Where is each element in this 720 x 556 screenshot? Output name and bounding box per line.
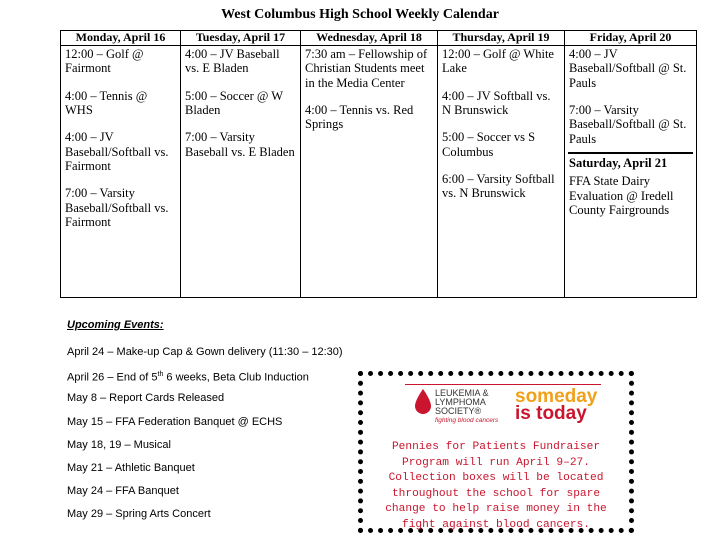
divider — [405, 384, 601, 385]
calendar-event: 4:00 – Tennis @ WHS — [65, 88, 148, 117]
calendar-event: 5:00 – Soccer vs S Columbus — [442, 130, 536, 159]
calendar-event: 4:00 – JV Baseball/Softball vs. Fairmont — [65, 130, 169, 174]
list-item: May 15 – FFA Federation Banquet @ ECHS — [67, 415, 283, 428]
day-cell-monday — [61, 45, 181, 297]
list-item: May 21 – Athletic Banquet — [67, 461, 195, 474]
calendar-event: 7:00 – Varsity Baseball vs. E Bladen — [185, 130, 295, 159]
day-cell-wednesday — [301, 45, 438, 297]
calendar-event: 12:00 – Golf @ Fairmont — [65, 46, 144, 76]
day-header-wednesday: Wednesday, April 18 — [301, 31, 438, 46]
someday-text: someday — [515, 386, 598, 407]
calendar-event: 4:00 – JV Baseball/Softball @ St. Pauls — [569, 46, 687, 90]
event-text: 6 weeks, Beta Club Induction — [163, 371, 309, 384]
day-cell-tuesday — [181, 45, 301, 297]
someday-is-today-logo — [515, 388, 597, 422]
calendar-event: 5:00 – Soccer @ W Bladen — [185, 88, 283, 117]
event-text: April 26 – End of 5 — [67, 371, 158, 384]
list-item — [67, 368, 343, 391]
calendar-event: 7:00 – Varsity Baseball/Softball vs. Fairmont — [65, 186, 169, 230]
weekly-calendar-table — [60, 30, 697, 298]
day-cell-friday — [565, 45, 697, 297]
fundraiser-message: Pennies for Patients Fundraiser Program will run April 9–27. Collection boxes will be located throughout the school for spare change to help raise money in the fight against blood cancers. — [385, 441, 607, 531]
logo-line: LEUKEMIA & — [435, 388, 489, 398]
ordinal-suffix: th — [157, 371, 164, 379]
list-item: May 8 – Report Cards Released — [67, 392, 225, 405]
upcoming-events-heading: Upcoming Events: — [67, 319, 164, 331]
calendar-event: 4:00 – JV Baseball vs. E Bladen — [185, 46, 280, 76]
calendar-event: FFA State Dairy Evaluation @ Iredell County Fairgrounds — [569, 174, 674, 218]
saturday-header: Saturday, April 21 — [568, 152, 693, 170]
calendar-event: 7:30 am – Fellowship of Christian Students meet in the Media Center — [305, 46, 428, 90]
calendar-event: 6:00 – Varsity Softball vs. N Brunswick — [442, 172, 555, 201]
lls-wordmark — [435, 389, 498, 425]
calendar-event: 7:00 – Varsity Baseball/Softball @ St. Pauls — [569, 102, 687, 146]
blood-drop-icon — [413, 388, 433, 416]
day-header-friday: Friday, April 20 — [565, 31, 697, 46]
day-header-tuesday: Tuesday, April 17 — [181, 31, 301, 46]
day-header-monday: Monday, April 16 — [61, 31, 181, 46]
page-title: West Columbus High School Weekly Calendar — [221, 7, 499, 22]
list-item: April 24 – Make-up Cap & Gown delivery (11:30 – 12:30) — [67, 346, 343, 358]
calendar-event: 4:00 – Tennis vs. Red Springs — [305, 102, 414, 132]
calendar-event: 12:00 – Golf @ White Lake — [442, 46, 554, 76]
logo-line: SOCIETY® — [435, 406, 482, 416]
upcoming-events — [67, 319, 343, 531]
fundraiser-flyer — [358, 371, 634, 533]
is-today-text: is today — [515, 403, 587, 424]
day-cell-thursday — [438, 45, 565, 297]
list-item: May 29 – Spring Arts Concert — [67, 508, 211, 521]
lls-logo — [413, 388, 613, 428]
day-header-thursday: Thursday, April 19 — [438, 31, 565, 46]
upcoming-events-list — [67, 345, 343, 531]
list-item: May 18, 19 – Musical — [67, 438, 171, 451]
list-item: May 24 – FFA Banquet — [67, 485, 179, 498]
logo-line: LYMPHOMA — [435, 397, 486, 407]
logo-tagline: fighting blood cancers — [435, 417, 499, 424]
calendar-event: 4:00 – JV Softball vs. N Brunswick — [442, 88, 551, 117]
